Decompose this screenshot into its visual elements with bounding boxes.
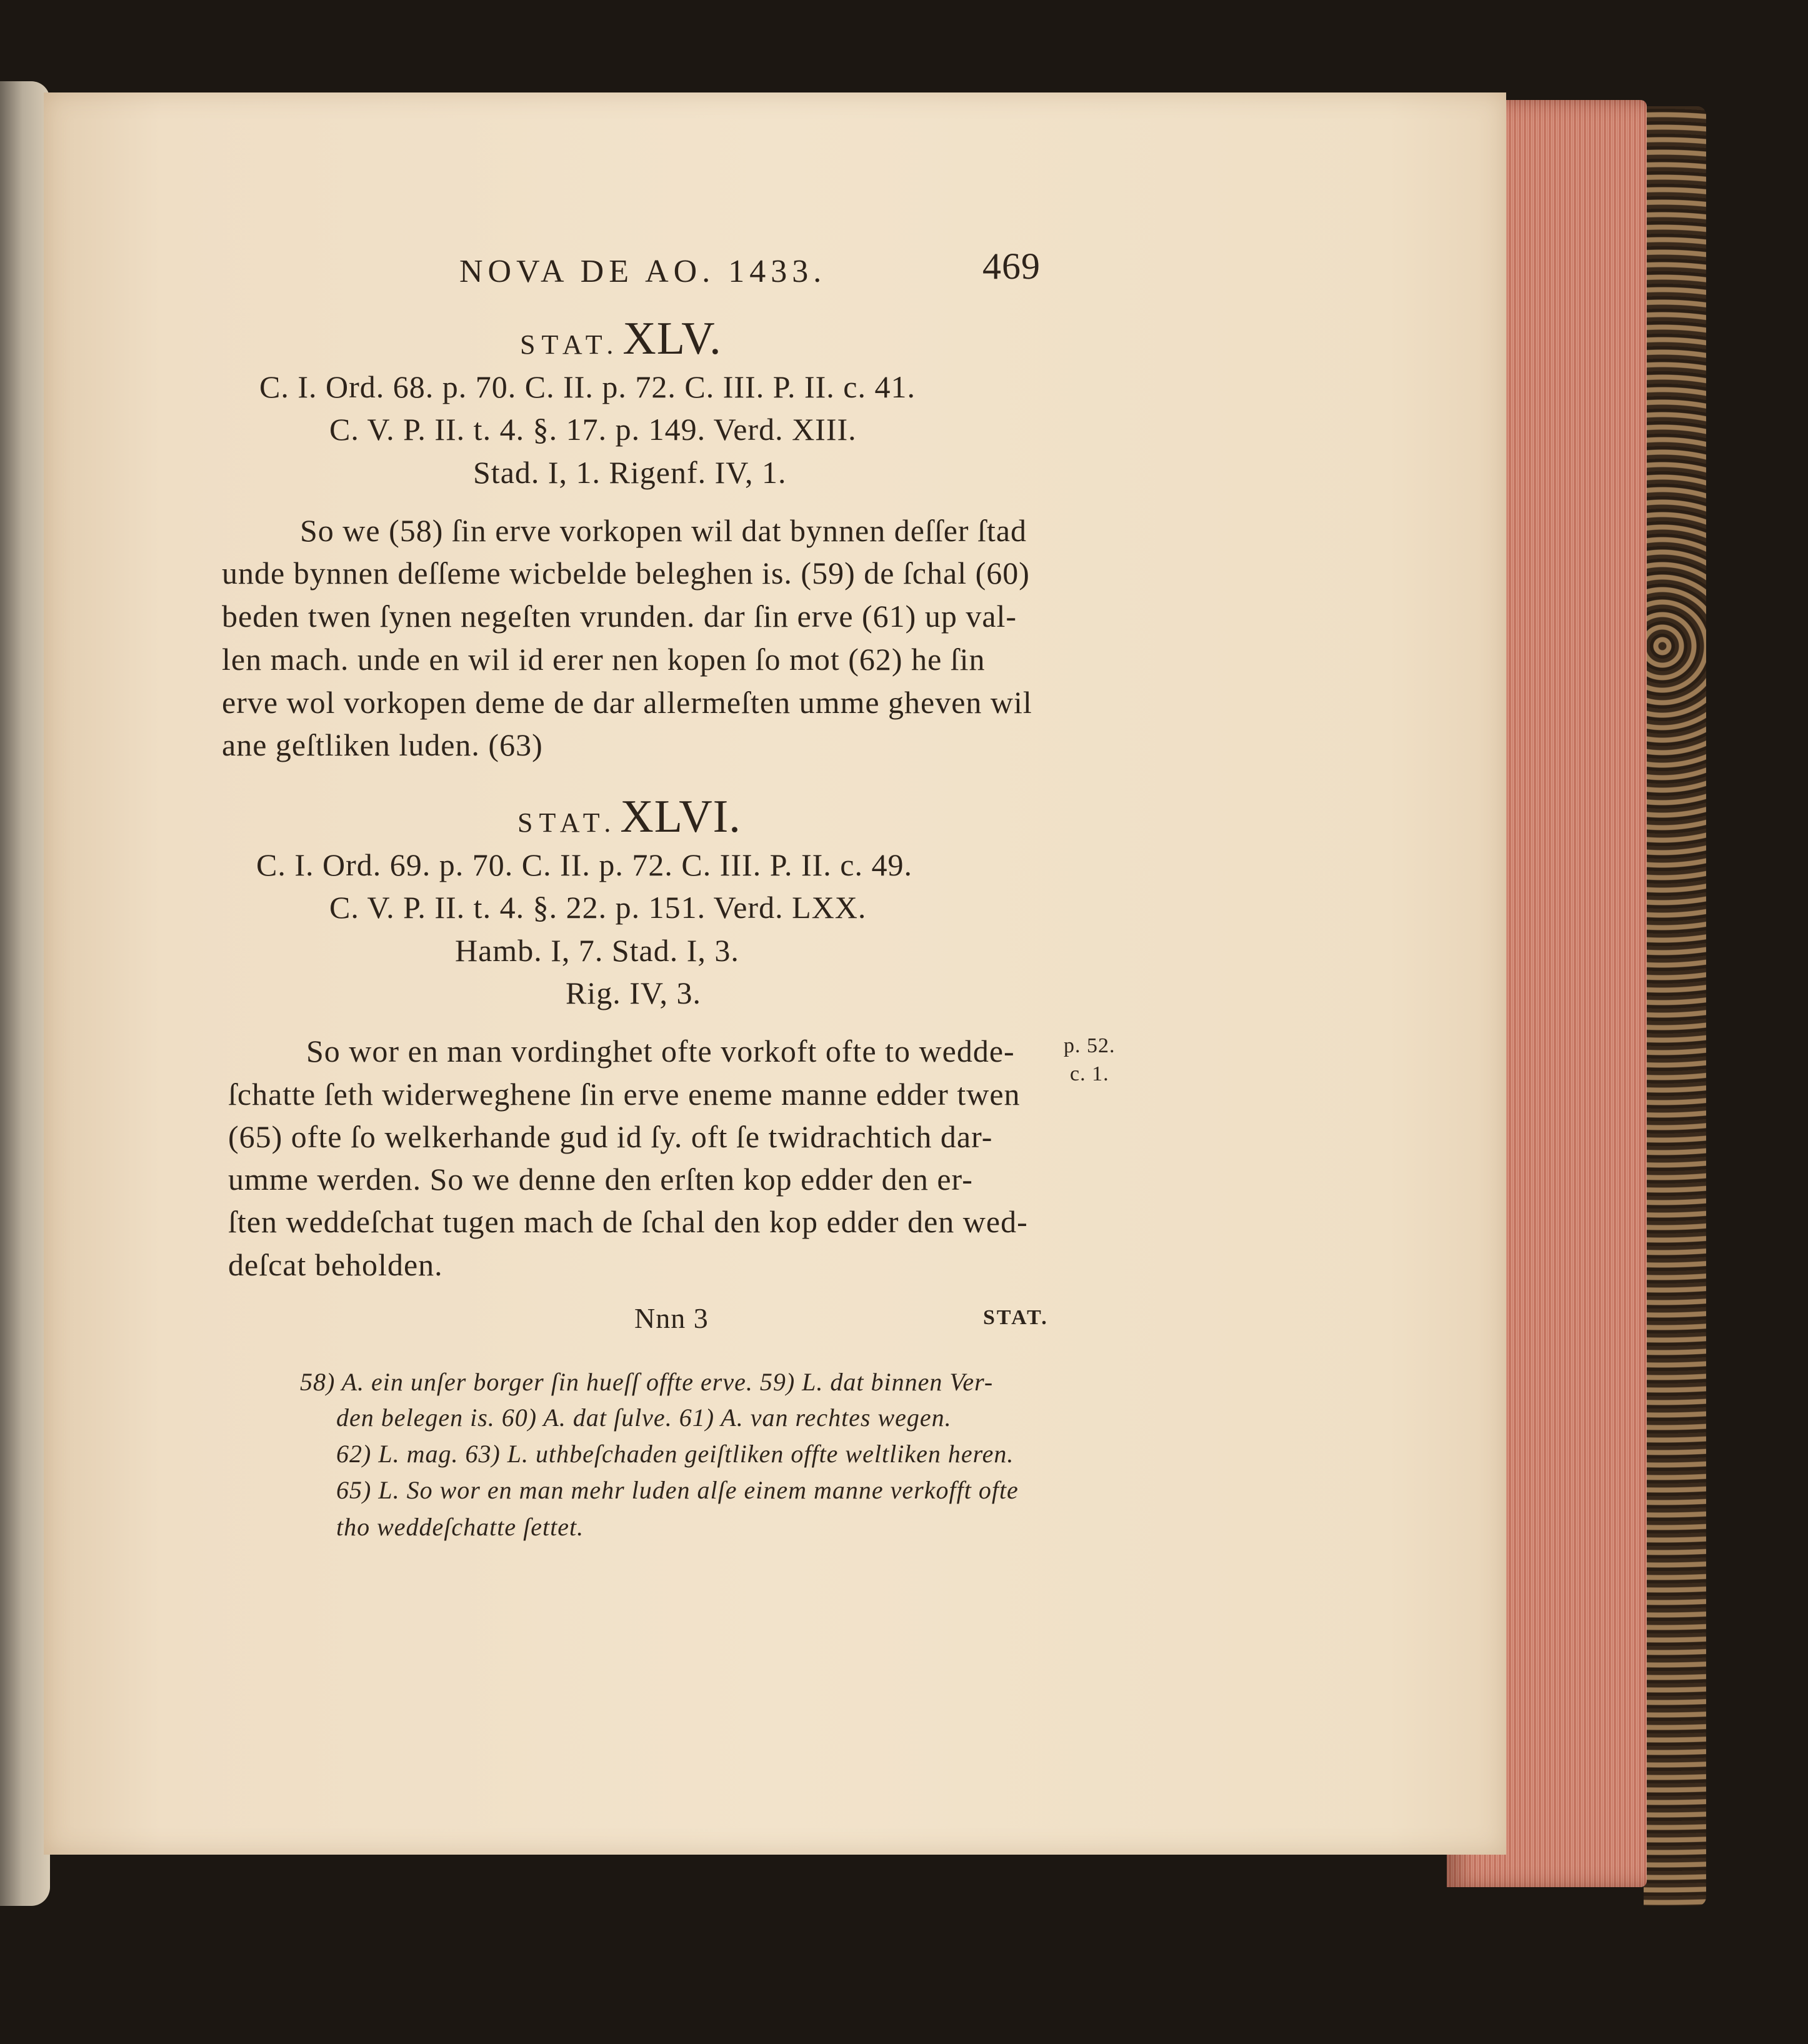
- stat-46-reference: C. V. P. II. t. 4. §. 22. p. 151. Verd. LXX.: [329, 890, 867, 925]
- stat-46-reference: Rig. IV, 3.: [566, 975, 702, 1010]
- stat-45-text-line: ane geſtliken luden. (63): [222, 727, 543, 762]
- stat-heading-45: [520, 312, 722, 366]
- stat-45-text-line: len mach. unde en wil id erer nen kopen ſo mot (62) he ſin: [222, 642, 986, 677]
- stat-numeral: XLV.: [622, 313, 722, 364]
- signature-mark: Nnn 3: [634, 1302, 709, 1334]
- stat-46-reference: C. I. Ord. 69. p. 70. C. II. p. 72. C. III. P. II. c. 49.: [256, 847, 912, 882]
- stat-46-reference: Hamb. I, 7. Stad. I, 3.: [455, 933, 739, 968]
- stat-46-text-line: ſten weddeſchat tugen mach de ſchal den kop edder den wed-: [228, 1204, 1028, 1239]
- stat-46-text-line: (65) ofte ſo welkerhande gud id ſy. oft ſe twidrachtich dar-: [228, 1119, 993, 1154]
- margin-note: c. 1.: [1070, 1062, 1109, 1085]
- stat-45-text-line: erve wol vorkopen deme de dar allermeſten umme gheven wil: [222, 685, 1032, 720]
- footnote-line: 62) L. mag. 63) L. uthbeſchaden geiſtliken offte weltliken heren.: [336, 1440, 1014, 1468]
- stat-numeral: XLVI.: [620, 791, 741, 842]
- running-title: NOVA DE AO. 1433.: [459, 254, 827, 289]
- footnote-line: den belegen is. 60) A. dat ſulve. 61) A. van rechtes wegen.: [336, 1403, 952, 1432]
- catchword: STAT.: [983, 1306, 1049, 1329]
- stat-label: STAT.: [520, 329, 620, 360]
- footnote-line: tho weddeſchatte ſettet.: [336, 1513, 584, 1541]
- stat-46-text-line: deſcat beholden.: [228, 1247, 443, 1282]
- footnote-line: 58) A. ein unſer borger ſin hueſſ offte erve. 59) L. dat binnen Ver-: [300, 1368, 994, 1396]
- footnote-line: 65) L. So wor en man mehr luden alſe einem manne verkofft ofte: [336, 1476, 1019, 1504]
- stat-label: STAT.: [517, 807, 617, 838]
- stat-46-text-line: umme werden. So we denne den erſten kop edder den er-: [228, 1162, 973, 1197]
- stat-45-reference: Stad. I, 1. Rigenf. IV, 1.: [473, 455, 787, 490]
- stat-45-reference: C. V. P. II. t. 4. §. 17. p. 149. Verd. XIII.: [329, 412, 857, 447]
- margin-note: p. 52.: [1064, 1034, 1116, 1057]
- stat-45-reference: C. I. Ord. 68. p. 70. C. II. p. 72. C. III. P. II. c. 41.: [259, 369, 916, 404]
- stat-45-text-line: unde bynnen deſſeme wicbelde beleghen is. (59) de ſchal (60): [222, 556, 1030, 591]
- stat-45-text-line: So we (58) ſin erve vorkopen wil dat bynnen deſſer ſtad: [300, 513, 1027, 548]
- stat-45-text-line: beden twen ſynen negeſten vrunden. dar ſin erve (61) up val-: [222, 599, 1017, 634]
- stat-heading-46: [517, 790, 741, 844]
- page-number: 469: [982, 246, 1041, 287]
- stat-46-text-line: So wor en man vordinghet ofte vorkoft ofte to wedde-: [306, 1034, 1015, 1069]
- stat-46-text-line: ſchatte ſeth widerweghene ſin erve eneme manne edder twen: [228, 1077, 1021, 1112]
